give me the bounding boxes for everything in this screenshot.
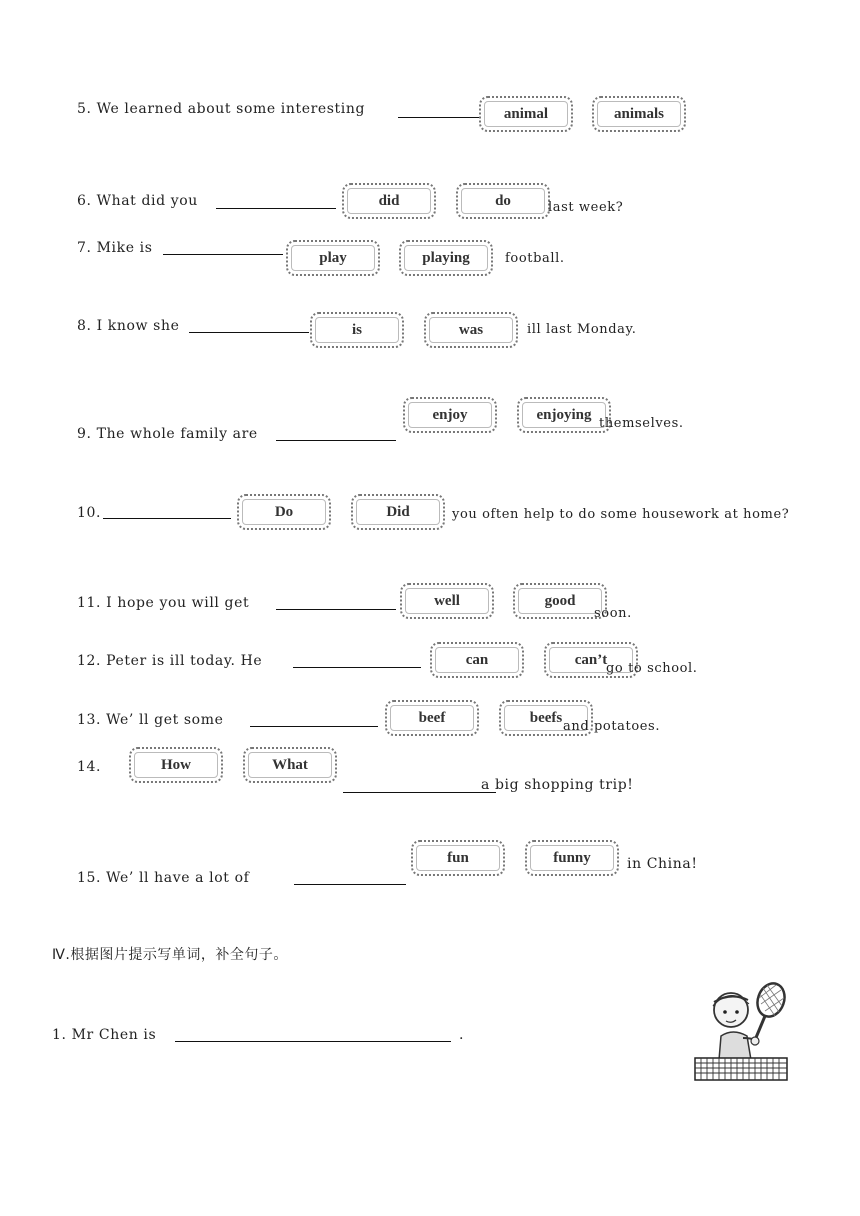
question-number: 15. xyxy=(77,870,102,886)
option-label: do xyxy=(495,192,511,209)
option-label: did xyxy=(378,192,400,209)
option-box[interactable] xyxy=(243,747,337,783)
tennis-player-icon xyxy=(693,978,789,1082)
option-label: playing xyxy=(422,249,470,266)
question-after: go to school. xyxy=(606,661,698,676)
question-number: 14. xyxy=(77,759,102,775)
option-label: well xyxy=(434,592,460,609)
answer-blank-picture-1[interactable] xyxy=(175,1041,451,1042)
option-box[interactable] xyxy=(479,96,573,132)
question-after: and potatoes. xyxy=(563,719,661,734)
question-12 xyxy=(77,652,262,670)
option-label: animals xyxy=(613,105,664,122)
answer-blank-10[interactable] xyxy=(103,518,231,519)
question-number: 8. xyxy=(77,318,92,334)
option-label: Do xyxy=(274,503,294,520)
option-box[interactable] xyxy=(525,840,619,876)
option-label: play xyxy=(319,249,347,266)
question-9 xyxy=(77,425,258,443)
option-box[interactable] xyxy=(517,397,611,433)
tennis-player-icon xyxy=(693,978,789,1082)
option-label: beefs xyxy=(529,709,563,726)
option-label: enjoy xyxy=(432,406,468,423)
answer-blank-13[interactable] xyxy=(250,726,378,727)
question-text: We’ ll have a lot of xyxy=(106,870,250,886)
question-13 xyxy=(77,711,223,729)
option-label: can xyxy=(465,651,489,668)
option-label: beef xyxy=(418,709,446,726)
question-text: I know she xyxy=(96,318,180,334)
option-box[interactable] xyxy=(403,397,497,433)
option-box[interactable] xyxy=(286,240,380,276)
picture-question-1 xyxy=(52,1026,156,1044)
sentence-period: . xyxy=(459,1027,465,1043)
question-after: ill last Monday. xyxy=(527,322,637,337)
option-box[interactable] xyxy=(592,96,686,132)
option-label: How xyxy=(161,756,191,773)
option-label: What xyxy=(272,756,308,773)
option-box[interactable] xyxy=(456,183,550,219)
question-number: 12. xyxy=(77,653,102,669)
question-7 xyxy=(77,239,153,257)
answer-blank-14[interactable] xyxy=(343,792,496,793)
option-box[interactable] xyxy=(237,494,331,530)
question-number: 5. xyxy=(77,101,92,117)
question-number: 11. xyxy=(77,595,102,611)
answer-blank-8[interactable] xyxy=(189,332,309,333)
answer-blank-5[interactable] xyxy=(398,117,490,118)
option-box[interactable] xyxy=(129,747,223,783)
option-label: Did xyxy=(386,503,410,520)
option-box[interactable] xyxy=(430,642,524,678)
question-number: 9. xyxy=(77,426,92,442)
question-after: football. xyxy=(505,251,565,266)
question-6 xyxy=(77,192,198,210)
question-after: in China! xyxy=(627,856,698,872)
option-box[interactable] xyxy=(411,840,505,876)
option-box[interactable] xyxy=(385,700,479,736)
answer-blank-12[interactable] xyxy=(293,667,421,668)
question-after: you often help to do some housework at home? xyxy=(452,507,790,522)
option-box[interactable] xyxy=(399,240,493,276)
question-after: themselves. xyxy=(599,416,684,431)
option-label: is xyxy=(351,321,362,338)
option-label: fun xyxy=(447,849,469,866)
option-box[interactable] xyxy=(310,312,404,348)
question-text: We’ ll get some xyxy=(106,712,224,728)
question-text: I hope you will get xyxy=(106,595,250,611)
question-after: a big shopping trip! xyxy=(481,777,634,793)
answer-blank-15[interactable] xyxy=(294,884,406,885)
option-box[interactable] xyxy=(400,583,494,619)
question-10 xyxy=(77,504,101,522)
question-text: We learned about some interesting xyxy=(96,101,366,117)
section-heading: Ⅳ.根据图片提示写单词，补全句子。 xyxy=(52,947,288,963)
question-8 xyxy=(77,317,179,335)
question-after: soon. xyxy=(594,606,632,621)
question-number: 10. xyxy=(77,505,102,521)
question-after: last week? xyxy=(548,200,624,215)
question-text: Mr Chen is xyxy=(71,1027,157,1043)
option-label: animal xyxy=(503,105,549,122)
option-box[interactable] xyxy=(342,183,436,219)
answer-blank-9[interactable] xyxy=(276,440,396,441)
question-text: Mike is xyxy=(96,240,153,256)
option-box[interactable] xyxy=(513,583,607,619)
question-number: 7. xyxy=(77,240,92,256)
question-15 xyxy=(77,869,249,887)
answer-blank-6[interactable] xyxy=(216,208,336,209)
question-number: 13. xyxy=(77,712,102,728)
question-14 xyxy=(77,758,101,776)
question-11 xyxy=(77,594,249,612)
question-text: What did you xyxy=(96,193,198,209)
option-label: can’t xyxy=(574,651,608,668)
option-label: was xyxy=(458,321,484,338)
question-number: 6. xyxy=(77,193,92,209)
question-number: 1. xyxy=(52,1027,67,1043)
answer-blank-11[interactable] xyxy=(276,609,396,610)
option-box[interactable] xyxy=(351,494,445,530)
option-label: good xyxy=(544,592,576,609)
question-text: The whole family are xyxy=(96,426,258,442)
question-5 xyxy=(77,100,365,118)
option-box[interactable] xyxy=(424,312,518,348)
option-label: enjoying xyxy=(536,406,592,423)
answer-blank-7[interactable] xyxy=(163,254,283,255)
option-label: funny xyxy=(553,849,591,866)
question-text: Peter is ill today. He xyxy=(106,653,263,669)
